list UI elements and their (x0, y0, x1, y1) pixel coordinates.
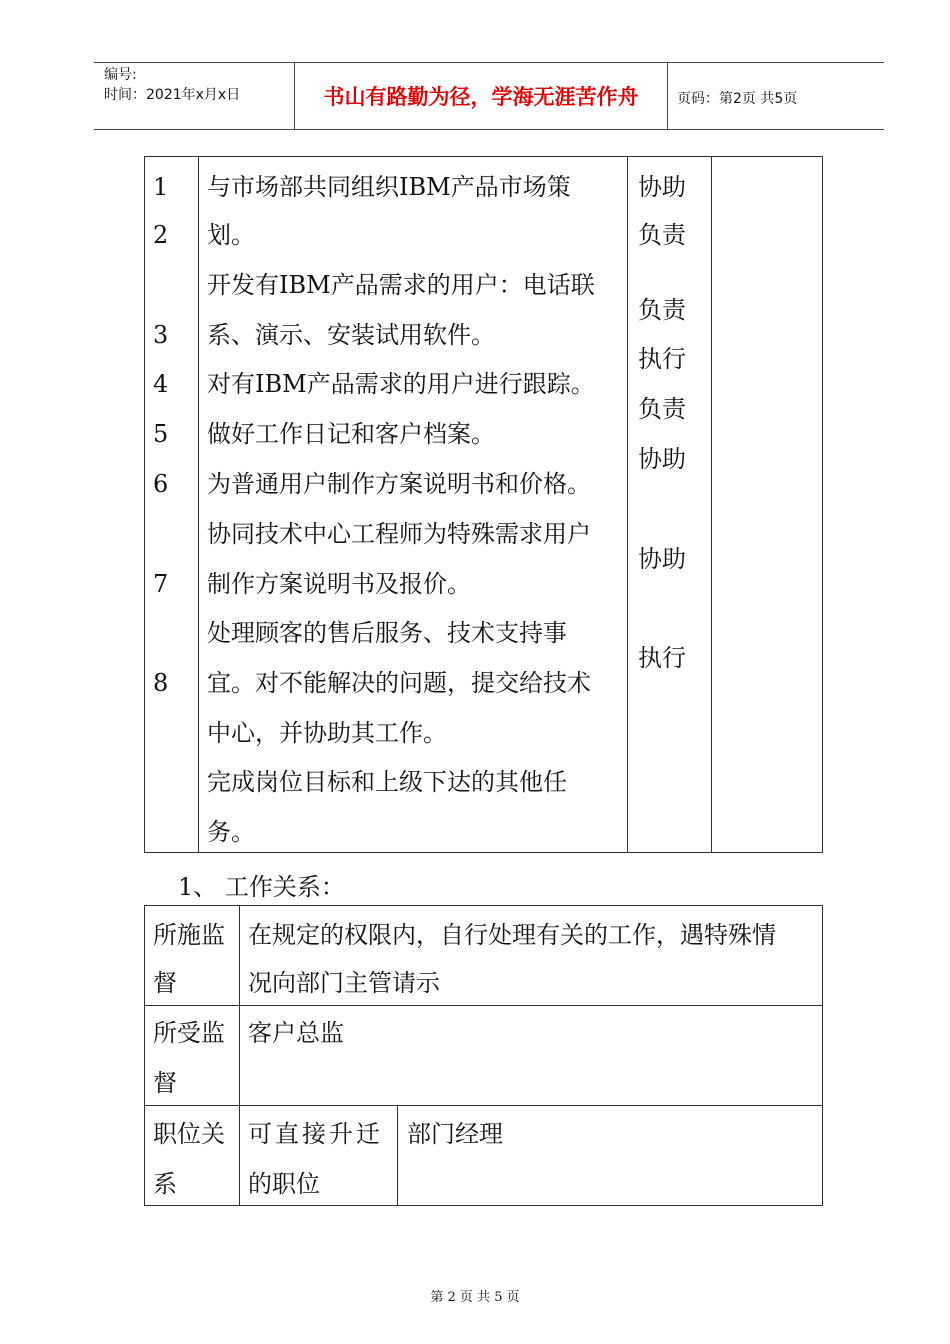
duty-number: 8 (153, 669, 169, 697)
header-motto: 书山有路勤为径，学海无涯苦作舟 (323, 84, 639, 109)
duty-number: 3 (153, 321, 169, 349)
duty-number: 5 (153, 420, 169, 448)
duty-line: 做好工作日记和客户档案。 (207, 420, 495, 448)
duty-number: 1 (153, 173, 169, 201)
duty-number: 2 (153, 221, 169, 249)
duty-number: 6 (153, 470, 169, 498)
duty-line: 处理顾客的售后服务、技术支持事 (207, 619, 567, 647)
header-divider (667, 62, 668, 129)
header-bottom-rule (94, 129, 884, 130)
duty-role: 负责 (638, 296, 686, 324)
time-label: 时间：2021年x月x日 (104, 87, 241, 103)
duty-role: 执行 (638, 644, 686, 672)
duty-role: 协助 (638, 545, 686, 573)
column-divider (711, 157, 712, 852)
duty-role: 协助 (638, 173, 686, 201)
duty-line: 与市场部共同组织IBM产品市场策 (207, 173, 571, 201)
promotion-label: 可直接升迁 (248, 1120, 383, 1148)
duty-line: 划。 (207, 221, 255, 249)
duty-line: 为普通用户制作方案说明书和价格。 (207, 470, 591, 498)
header-divider (294, 62, 295, 129)
duty-role: 负责 (638, 395, 686, 423)
column-divider (397, 1105, 398, 1205)
duty-line: 对有IBM产品需求的用户进行跟踪。 (207, 370, 595, 398)
duty-number: 4 (153, 370, 169, 398)
duty-line: 协同技术中心工程师为特殊需求用户 (207, 520, 591, 548)
page-footer: 第 2 页 共 5 页 (430, 1290, 520, 1305)
duty-line: 宜。对不能解决的问题，提交给技术 (207, 669, 591, 697)
promotion-value: 部门经理 (407, 1120, 503, 1148)
page-header (0, 0, 950, 140)
duty-number: 7 (153, 570, 169, 598)
serial-label: 编号: (104, 67, 137, 83)
duty-line: 完成岗位目标和上级下达的其他任 (207, 768, 567, 796)
column-divider (239, 906, 240, 1205)
row-divider (145, 1105, 822, 1106)
header-page-number: 页码：第2页 共5页 (677, 91, 798, 107)
column-divider (627, 157, 628, 852)
row-divider (145, 1005, 822, 1006)
column-divider (198, 157, 199, 852)
position-label: 职位关 (153, 1120, 225, 1148)
duty-line: 开发有IBM产品需求的用户：电话联 (207, 271, 595, 299)
supervise-text: 在规定的权限内，自行处理有关的工作，遇特殊情 (248, 921, 776, 949)
supervised-label: 督 (153, 1069, 177, 1097)
duty-line: 制作方案说明书及报价。 (207, 570, 471, 598)
duty-line: 务。 (207, 818, 255, 846)
duty-line: 系、演示、安装试用软件。 (207, 321, 495, 349)
section-heading: 1、 工作关系： (178, 873, 345, 901)
relations-table (144, 905, 823, 1206)
duty-role: 执行 (638, 345, 686, 373)
duty-role: 协助 (638, 445, 686, 473)
duty-role: 负责 (638, 221, 686, 249)
supervised-label: 所受监 (153, 1019, 225, 1047)
supervise-label: 督 (153, 969, 177, 997)
supervise-label: 所施监 (153, 921, 225, 949)
supervised-text: 客户总监 (248, 1019, 344, 1047)
supervise-text: 况向部门主管请示 (248, 969, 440, 997)
promotion-label: 的职位 (248, 1170, 320, 1198)
position-label: 系 (153, 1170, 177, 1198)
duty-table (144, 156, 823, 853)
duty-line: 中心，并协助其工作。 (207, 719, 447, 747)
